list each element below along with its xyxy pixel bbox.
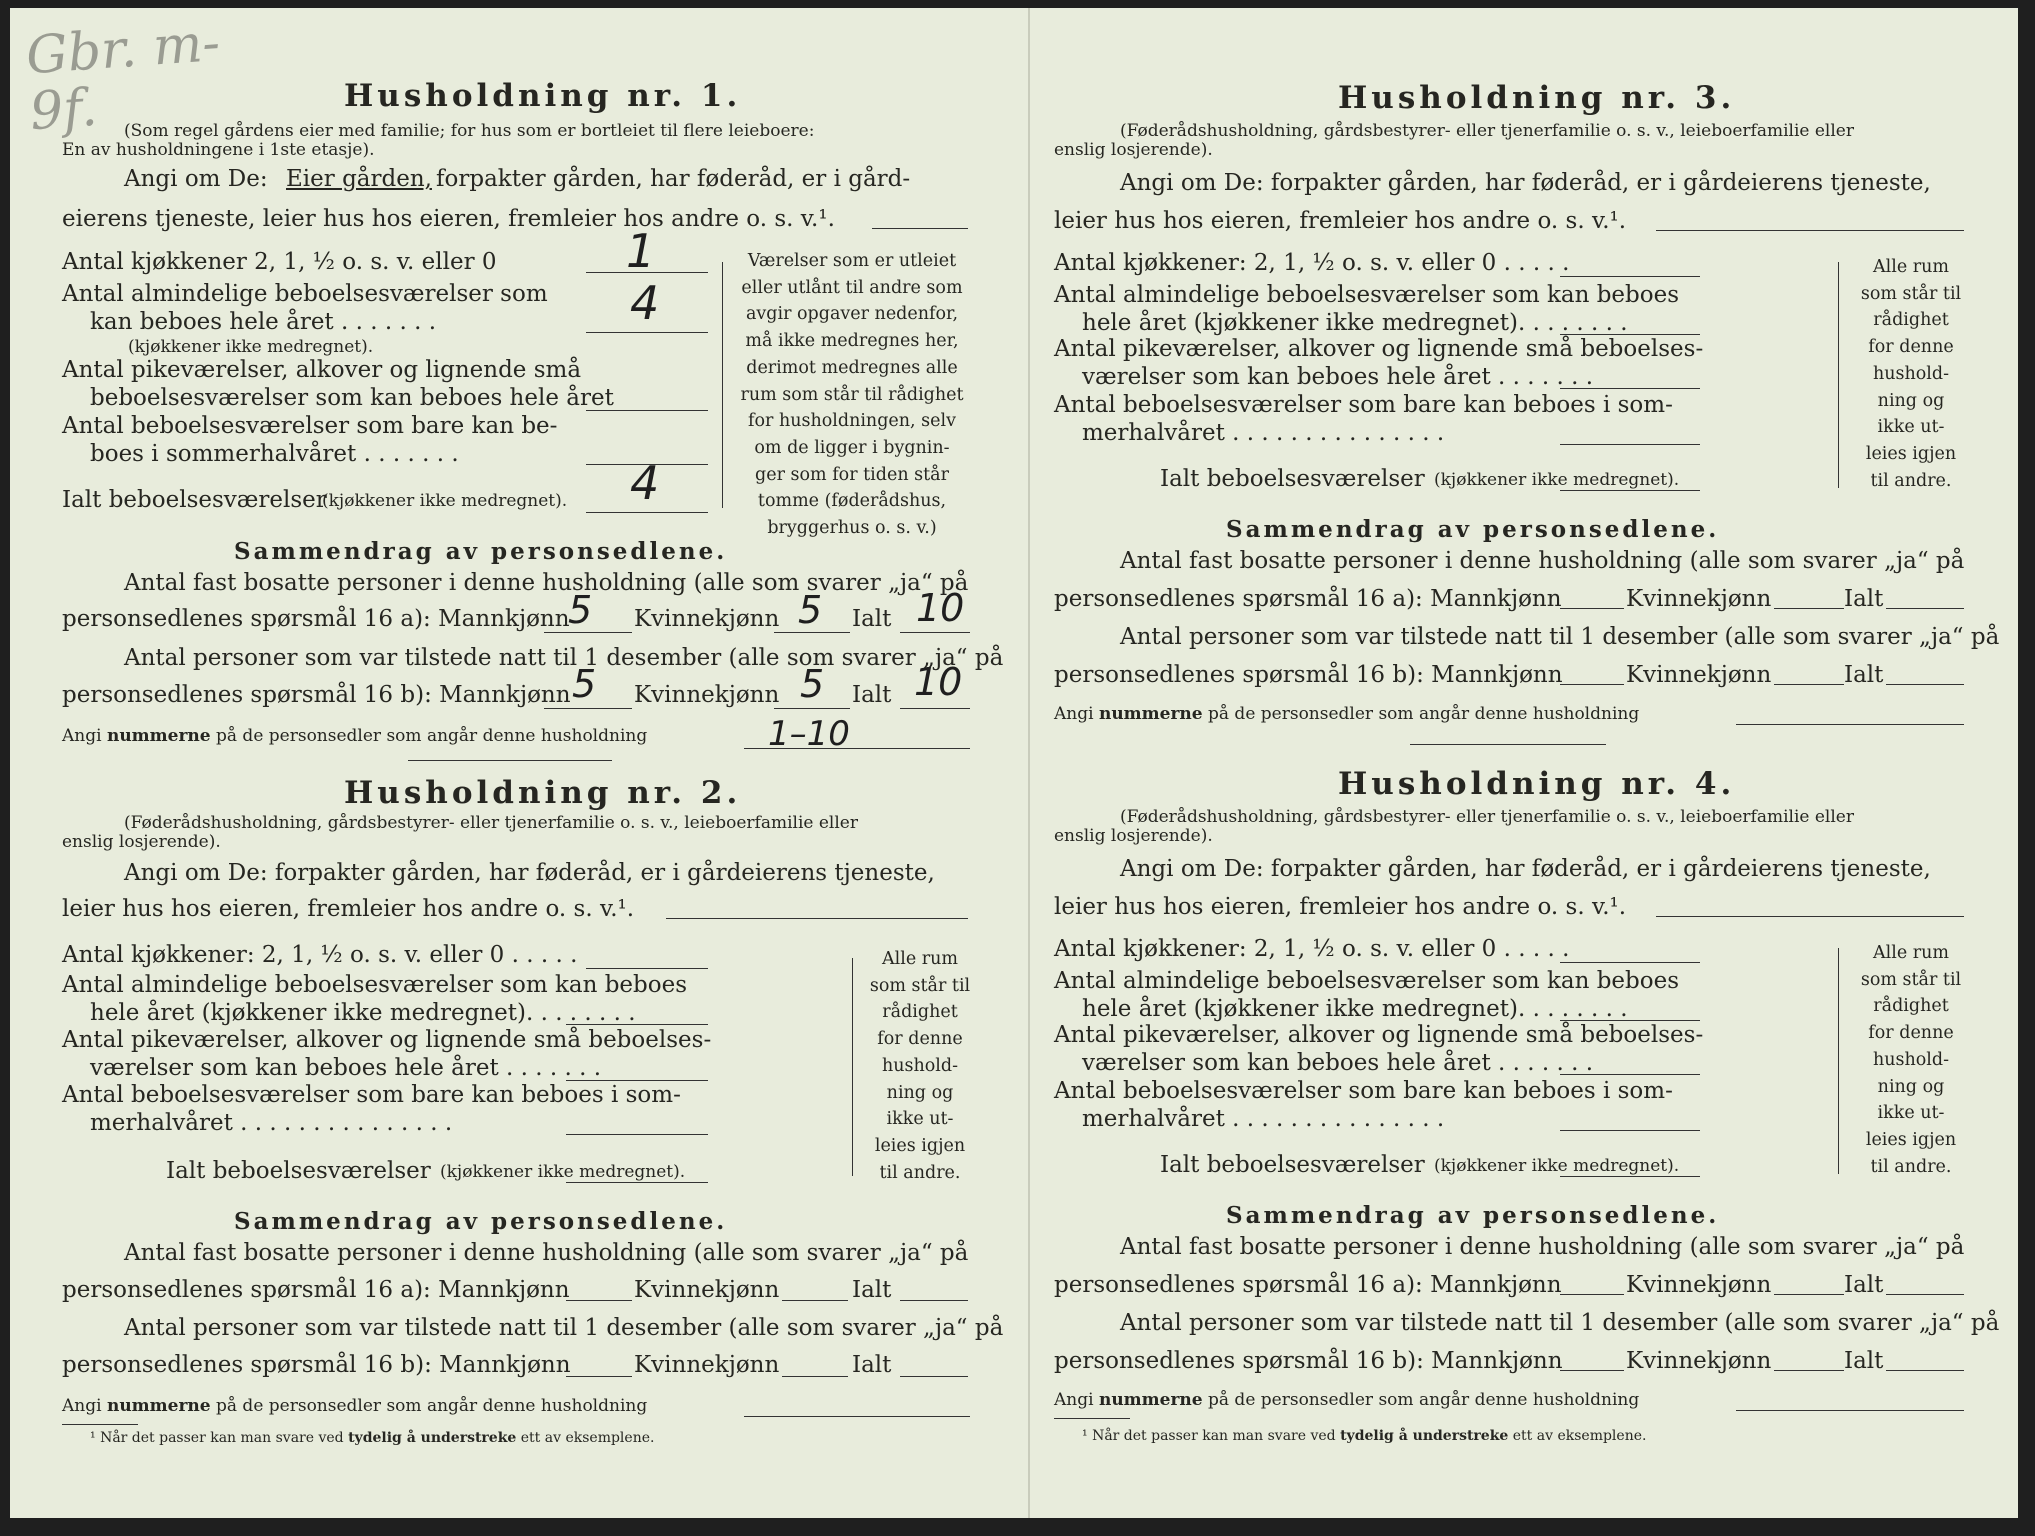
- h4-side-line: til andre.: [1870, 1156, 1952, 1177]
- h3-alm-line: [1560, 334, 1700, 335]
- h2-summary-title: Sammendrag av personsedlene.: [234, 1208, 728, 1235]
- h2-m1-line: [566, 1300, 632, 1301]
- h1-p2-line1: Antal personer som var tilstede natt til 1 desember (alle som svarer „ja“ på: [124, 645, 1004, 671]
- h1-side-line: for husholdningen, selv: [748, 411, 956, 432]
- h4-side-line: for denne: [1868, 1023, 1954, 1044]
- h4-t1-line: [1886, 1294, 1964, 1295]
- h3-k1-line: [1774, 608, 1844, 609]
- h3-side-line: som står til: [1860, 283, 1962, 304]
- h1-side-line: må ikke medregnes her,: [745, 331, 959, 352]
- h4-nummerne-word: nummerne: [1098, 1390, 1203, 1410]
- h1-k2-line: [774, 708, 850, 709]
- h2-t1-label: Ialt: [852, 1277, 892, 1303]
- h2-side-rule: [852, 958, 853, 1176]
- h2-ialt-line: [566, 1182, 708, 1183]
- h1-pike-line: [586, 410, 708, 411]
- h4-side-rule: [1838, 948, 1839, 1174]
- h1-nums-value: 1–10: [768, 714, 850, 754]
- h1-angi-rest: på de personsedler som angår denne husholdning: [216, 726, 648, 746]
- h2-side-line: ikke ut-: [886, 1109, 954, 1130]
- household-1-angi-line2: eierens tjeneste, leier hus hos eieren, fremleier hos andre o. s. v.¹.: [62, 206, 835, 232]
- h4-m2-line: [1560, 1370, 1624, 1371]
- h3-sommer-label-b: merhalvåret . . . . . . . . . . . . . . .: [1082, 420, 1445, 446]
- h3-side-line: til andre.: [1870, 470, 1952, 491]
- h3-side-line: ning og: [1877, 390, 1945, 411]
- h2-side-line: Alle rum: [882, 949, 958, 969]
- h4-p2-line1: Antal personer som var tilstede natt til 1 desember (alle som svarer „ja“ på: [1120, 1310, 2000, 1336]
- right-footnote-b: tydelig å understreke: [1340, 1428, 1509, 1444]
- h1-side-line: avgir opgaver nedenfor,: [745, 304, 959, 325]
- h4-p1-line2: personsedlenes spørsmål 16 a): Mannkjønn: [1054, 1272, 1562, 1298]
- h2-pike-label-a: Antal pikeværelser, alkover og lignende små beboelses-: [62, 1027, 712, 1053]
- h2-angi-rest: på de personsedler som angår denne husholdning: [216, 1396, 648, 1416]
- h1-t1-line: [900, 632, 970, 633]
- h3-kjokken-line: [1560, 276, 1700, 277]
- household-4-angi-line: [1656, 916, 1964, 917]
- h3-sommer-label-a: Antal beboelsesværelser som bare kan beboes i som-: [1054, 392, 1673, 418]
- h3-m2-line: [1560, 684, 1624, 685]
- h2-k2-label: Kvinnekjønn: [634, 1352, 780, 1378]
- household-1-eier-underlined: Eier gården,: [286, 166, 432, 192]
- h4-sommer-label-b: merhalvåret . . . . . . . . . . . . . . .: [1082, 1106, 1445, 1132]
- h1-k2-label: Kvinnekjønn: [634, 682, 780, 708]
- h4-side-line: hushold-: [1872, 1049, 1950, 1070]
- h4-side-line: ning og: [1877, 1076, 1945, 1097]
- h2-side-line: for denne: [877, 1029, 963, 1050]
- household-3-angi-line2: leier hus hos eieren, fremleier hos andre o. s. v.¹.: [1054, 208, 1627, 234]
- h1-side-line: om de ligger i bygnin-: [754, 437, 950, 458]
- h2-side-line: som står til: [869, 975, 971, 996]
- household-1-intro-line2: En av husholdningene i 1ste etasje).: [62, 140, 375, 160]
- h1-k1-line: [774, 632, 850, 633]
- h3-separator: [1410, 744, 1606, 745]
- h2-angi-nummerne: [62, 1396, 647, 1416]
- h1-alm-label-a: Antal almindelige beboelsesværelser som: [62, 281, 548, 307]
- h3-t1-label: Ialt: [1844, 586, 1884, 612]
- household-4-angi-line2: leier hus hos eieren, fremleier hos andre o. s. v.¹.: [1054, 894, 1627, 920]
- household-2-title: Husholdning nr. 2.: [344, 775, 742, 811]
- h3-sommer-line: [1560, 444, 1700, 445]
- h4-k1-line: [1774, 1294, 1844, 1295]
- household-1-angi-rest: forpakter gården, har føderåd, er i gård-: [436, 166, 911, 192]
- h4-sommer-line: [1560, 1130, 1700, 1131]
- h3-angi-word: Angi: [1054, 704, 1094, 724]
- h1-angi-word: Angi: [62, 726, 102, 746]
- h1-t2-value: 10: [914, 660, 963, 704]
- h2-pike-line: [566, 1080, 708, 1081]
- h1-nummerne-word: nummerne: [106, 726, 211, 746]
- h2-angi-word: Angi: [62, 1396, 102, 1416]
- h2-side-line: rådighet: [882, 1002, 958, 1023]
- h2-kjokken-label: Antal kjøkkener: 2, 1, ½ o. s. v. eller 0 . . . . .: [62, 942, 578, 968]
- h2-sommer-label-a: Antal beboelsesværelser som bare kan beboes i som-: [62, 1082, 681, 1108]
- right-footnote-a: ¹ Når det passer kan man svare ved: [1082, 1428, 1336, 1444]
- h3-m1-line: [1560, 608, 1624, 609]
- household-4-intro-line2: enslig losjerende).: [1054, 826, 1213, 846]
- household-4-title: Husholdning nr. 4.: [1338, 766, 1736, 802]
- h4-pike-label-a: Antal pikeværelser, alkover og lignende små beboelses-: [1054, 1022, 1704, 1048]
- household-2-angi-line2: leier hus hos eieren, fremleier hos andre o. s. v.¹.: [62, 896, 635, 922]
- h1-sommer-label-a: Antal beboelsesværelser som bare kan be-: [62, 413, 558, 439]
- household-1-angi-line: [872, 228, 968, 229]
- h1-side-line: ger som for tiden står: [755, 464, 949, 485]
- h4-p1-line1: Antal fast bosatte personer i denne husholdning (alle som svarer „ja“ på: [1120, 1234, 1965, 1260]
- h1-t1-label: Ialt: [852, 606, 892, 632]
- h1-alm-value: 4: [630, 276, 660, 330]
- household-3-intro-line1: (Føderådshusholdning, gårdsbestyrer- eller tjenerfamilie o. s. v., leieboerfamilie eller: [1120, 121, 1854, 141]
- h4-summary-title: Sammendrag av personsedlene.: [1226, 1202, 1720, 1229]
- right-footnote: [1082, 1428, 1646, 1444]
- h2-nummerne-word: nummerne: [106, 1396, 211, 1416]
- h4-side-line: ikke ut-: [1877, 1103, 1945, 1124]
- h1-t2-line: [900, 708, 970, 709]
- h3-angi-rest: på de personsedler som angår denne husholdning: [1208, 704, 1640, 724]
- h1-side-line: Værelser som er utleiet: [747, 251, 957, 271]
- h4-alm-label-a: Antal almindelige beboelsesværelser som kan beboes: [1054, 968, 1680, 994]
- h4-t1-label: Ialt: [1844, 1272, 1884, 1298]
- household-3-angi-line1: Angi om De: forpakter gården, har føderåd, er i gårdeierens tjeneste,: [1120, 170, 1931, 196]
- household-2-intro-line1: (Føderådshusholdning, gårdsbestyrer- eller tjenerfamilie o. s. v., leieboerfamilie eller: [124, 813, 858, 833]
- h1-side-line: derimot medregnes alle: [746, 357, 958, 378]
- h1-p2-line2: personsedlenes spørsmål 16 b): Mannkjønn: [62, 682, 571, 708]
- h1-side-line: eller utlånt til andre som: [741, 277, 963, 298]
- h3-angi-nummerne: [1054, 704, 1639, 724]
- h1-p1-line2: personsedlenes spørsmål 16 a): Mannkjønn: [62, 606, 570, 632]
- h3-alm-label-a: Antal almindelige beboelsesværelser som kan beboes: [1054, 282, 1680, 308]
- household-3-intro-line2: enslig losjerende).: [1054, 140, 1213, 160]
- h1-angi-nummerne: [62, 726, 647, 746]
- h2-k2-line: [782, 1376, 848, 1377]
- h4-pike-line: [1560, 1074, 1700, 1075]
- h3-t1-line: [1886, 608, 1964, 609]
- h4-k1-label: Kvinnekjønn: [1626, 1272, 1772, 1298]
- h1-m1-value: 5: [568, 588, 593, 632]
- h3-side-line: ikke ut-: [1877, 417, 1945, 438]
- h3-pike-label-a: Antal pikeværelser, alkover og lignende små beboelses-: [1054, 336, 1704, 362]
- h4-angi-nummerne: [1054, 1390, 1639, 1410]
- h4-k2-label: Kvinnekjønn: [1626, 1348, 1772, 1374]
- household-2-angi-line1: Angi om De: forpakter gården, har føderåd, er i gårdeierens tjeneste,: [124, 860, 935, 886]
- h4-side-line: som står til: [1860, 969, 1962, 990]
- h4-footnote-rule: [1054, 1418, 1130, 1419]
- h4-alm-label-b: hele året (kjøkkener ikke medregnet). . . . . . . .: [1082, 996, 1628, 1022]
- h3-alm-label-b: hele året (kjøkkener ikke medregnet). . . . . . . .: [1082, 310, 1628, 336]
- h3-p1-line2: personsedlenes spørsmål 16 a): Mannkjønn: [1054, 586, 1562, 612]
- h1-ialt-line: [586, 512, 708, 513]
- household-1-angi-label: Angi om De:: [124, 166, 268, 192]
- h3-pike-label-b: værelser som kan beboes hele året . . . . . . .: [1082, 364, 1594, 390]
- h1-t2-label: Ialt: [852, 682, 892, 708]
- h2-sommer-label-b: merhalvåret . . . . . . . . . . . . . . .: [90, 1110, 453, 1136]
- h1-side-line: rum som står til rådighet: [740, 384, 964, 405]
- h2-sommer-line: [566, 1134, 708, 1135]
- household-4-intro-line1: (Føderådshusholdning, gårdsbestyrer- eller tjenerfamilie o. s. v., leieboerfamilie eller: [1120, 807, 1854, 827]
- h4-nums-line: [1736, 1410, 1964, 1411]
- h1-m2-line: [544, 708, 632, 709]
- h2-kjokken-line: [586, 968, 708, 969]
- h1-ialt-note: (kjøkkener ikke medregnet).: [322, 491, 568, 511]
- left-footnote-c: ett av eksemplene.: [520, 1430, 655, 1446]
- h4-side-note: [1846, 940, 1976, 1180]
- h1-summary-title: Sammendrag av personsedlene.: [234, 538, 728, 565]
- h4-pike-label-b: værelser som kan beboes hele året . . . . . . .: [1082, 1050, 1594, 1076]
- h2-t1-line: [900, 1300, 968, 1301]
- h3-k2-line: [1774, 684, 1844, 685]
- h1-separator: [408, 760, 612, 761]
- h4-ialt-label: Ialt beboelsesværelser: [1160, 1152, 1425, 1178]
- h4-t2-line: [1886, 1370, 1964, 1371]
- h1-ialt-value: 4: [630, 456, 660, 510]
- h2-p2-line1: Antal personer som var tilstede natt til 1 desember (alle som svarer „ja“ på: [124, 1315, 1004, 1341]
- h4-sommer-label-a: Antal beboelsesværelser som bare kan beboes i som-: [1054, 1078, 1673, 1104]
- h4-ialt-line: [1560, 1176, 1700, 1177]
- h3-p2-line2: personsedlenes spørsmål 16 b): Mannkjønn: [1054, 662, 1563, 688]
- h4-ialt-note: (kjøkkener ikke medregnet).: [1434, 1156, 1680, 1176]
- h3-summary-title: Sammendrag av personsedlene.: [1226, 516, 1720, 543]
- h3-t2-line: [1886, 684, 1964, 685]
- h2-pike-label-b: værelser som kan beboes hele året . . . . . . .: [90, 1055, 602, 1081]
- h2-t2-label: Ialt: [852, 1352, 892, 1378]
- h1-ialt-label: Ialt beboelsesværelser: [62, 487, 327, 513]
- h4-angi-word: Angi: [1054, 1390, 1094, 1410]
- h4-alm-line: [1560, 1020, 1700, 1021]
- h2-p1-line2: personsedlenes spørsmål 16 a): Mannkjønn: [62, 1277, 570, 1303]
- h1-k2-value: 5: [800, 662, 825, 706]
- h2-alm-line: [566, 1024, 708, 1025]
- left-footnote-a: ¹ Når det passer kan man svare ved: [90, 1430, 344, 1446]
- h2-t2-line: [900, 1376, 968, 1377]
- h4-p2-line2: personsedlenes spørsmål 16 b): Mannkjønn: [1054, 1348, 1563, 1374]
- h1-kjokken-label: Antal kjøkkener 2, 1, ½ o. s. v. eller 0: [62, 249, 497, 275]
- h3-side-rule: [1838, 262, 1839, 488]
- h4-side-line: leies igjen: [1865, 1129, 1957, 1150]
- household-1-title: Husholdning nr. 1.: [344, 78, 742, 114]
- h1-side-line: tomme (føderådshus,: [757, 491, 947, 512]
- h3-side-line: leies igjen: [1865, 443, 1957, 464]
- h3-side-note: [1846, 254, 1976, 494]
- h3-side-line: hushold-: [1872, 363, 1950, 384]
- h2-side-line: til andre.: [879, 1162, 961, 1183]
- h1-k1-label: Kvinnekjønn: [634, 606, 780, 632]
- h3-side-line: rådighet: [1873, 310, 1949, 331]
- h2-p1-line1: Antal fast bosatte personer i denne husholdning (alle som svarer „ja“ på: [124, 1240, 969, 1266]
- household-4-angi-line1: Angi om De: forpakter gården, har føderåd, er i gårdeierens tjeneste,: [1120, 856, 1931, 882]
- h3-side-line: for denne: [1868, 337, 1954, 358]
- h3-ialt-note: (kjøkkener ikke medregnet).: [1434, 470, 1680, 490]
- h1-sommer-label-b: boes i sommerhalvåret . . . . . . .: [90, 441, 459, 467]
- h2-side-note: [858, 946, 982, 1186]
- h1-k1-value: 5: [798, 588, 823, 632]
- household-2-intro-line2: enslig losjerende).: [62, 832, 221, 852]
- h1-side-note: [732, 248, 972, 542]
- h2-ialt-label: Ialt beboelsesværelser: [166, 1158, 431, 1184]
- h4-m1-line: [1560, 1294, 1624, 1295]
- h4-kjokken-line: [1560, 962, 1700, 963]
- pencil-annotation: Gbr. m-9f.: [24, 12, 222, 143]
- page-fold: [1028, 8, 1030, 1518]
- h1-pike-label-b: beboelsesværelser som kan beboes hele året: [90, 385, 614, 411]
- h2-side-line: ning og: [886, 1082, 954, 1103]
- h3-pike-line: [1560, 388, 1700, 389]
- h1-m1-line: [544, 632, 632, 633]
- h1-t1-value: 10: [916, 586, 965, 630]
- h3-ialt-line: [1560, 490, 1700, 491]
- h2-k1-label: Kvinnekjønn: [634, 1277, 780, 1303]
- h1-kjokken-value: 1: [626, 224, 656, 278]
- h1-side-line: bryggerhus o. s. v.): [767, 518, 937, 539]
- left-footnote: [90, 1430, 654, 1446]
- household-2-angi-line: [666, 918, 968, 919]
- h4-angi-rest: på de personsedler som angår denne husholdning: [1208, 1390, 1640, 1410]
- h3-nums-line: [1736, 724, 1964, 725]
- h2-ialt-note: (kjøkkener ikke medregnet).: [440, 1162, 686, 1182]
- h2-alm-label-a: Antal almindelige beboelsesværelser som kan beboes: [62, 972, 688, 998]
- h1-alm-line: [586, 332, 708, 333]
- h3-side-line: Alle rum: [1873, 257, 1949, 277]
- h1-pike-label-a: Antal pikeværelser, alkover og lignende små: [62, 357, 582, 383]
- h3-p1-line1: Antal fast bosatte personer i denne husholdning (alle som svarer „ja“ på: [1120, 548, 1965, 574]
- h3-kjokken-label: Antal kjøkkener: 2, 1, ½ o. s. v. eller 0 . . . . .: [1054, 250, 1570, 276]
- h3-p2-line1: Antal personer som var tilstede natt til 1 desember (alle som svarer „ja“ på: [1120, 624, 2000, 650]
- h4-kjokken-label: Antal kjøkkener: 2, 1, ½ o. s. v. eller 0 . . . . .: [1054, 936, 1570, 962]
- h3-ialt-label: Ialt beboelsesværelser: [1160, 466, 1425, 492]
- h2-alm-label-b: hele året (kjøkkener ikke medregnet). . . . . . . .: [90, 1000, 636, 1026]
- h3-t2-label: Ialt: [1844, 662, 1884, 688]
- h2-side-line: hushold-: [881, 1055, 959, 1076]
- household-3-angi-line: [1656, 230, 1964, 231]
- h4-k2-line: [1774, 1370, 1844, 1371]
- h4-side-line: rådighet: [1873, 996, 1949, 1017]
- h4-t2-label: Ialt: [1844, 1348, 1884, 1374]
- h3-nummerne-word: nummerne: [1098, 704, 1203, 724]
- h1-alm-note: (kjøkkener ikke medregnet).: [128, 337, 374, 357]
- h4-side-line: Alle rum: [1873, 943, 1949, 963]
- h2-k1-line: [782, 1300, 848, 1301]
- h1-m2-value: 5: [572, 662, 597, 706]
- h2-m2-line: [566, 1376, 632, 1377]
- h1-side-rule: [722, 262, 723, 508]
- h3-k1-label: Kvinnekjønn: [1626, 586, 1772, 612]
- household-3-title: Husholdning nr. 3.: [1338, 80, 1736, 116]
- h1-p1-line1: Antal fast bosatte personer i denne husholdning (alle som svarer „ja“ på: [124, 570, 969, 596]
- h2-footnote-rule: [62, 1424, 138, 1425]
- h2-nums-line: [744, 1416, 970, 1417]
- household-1-intro-line1: (Som regel gårdens eier med familie; for hus som er bortleiet til flere leieboere:: [124, 121, 815, 141]
- h2-p2-line2: personsedlenes spørsmål 16 b): Mannkjønn: [62, 1352, 571, 1378]
- h2-side-line: leies igjen: [874, 1135, 966, 1156]
- right-footnote-c: ett av eksemplene.: [1512, 1428, 1647, 1444]
- h3-k2-label: Kvinnekjønn: [1626, 662, 1772, 688]
- h1-alm-label-b: kan beboes hele året . . . . . . .: [90, 309, 437, 335]
- left-footnote-b: tydelig å understreke: [348, 1430, 517, 1446]
